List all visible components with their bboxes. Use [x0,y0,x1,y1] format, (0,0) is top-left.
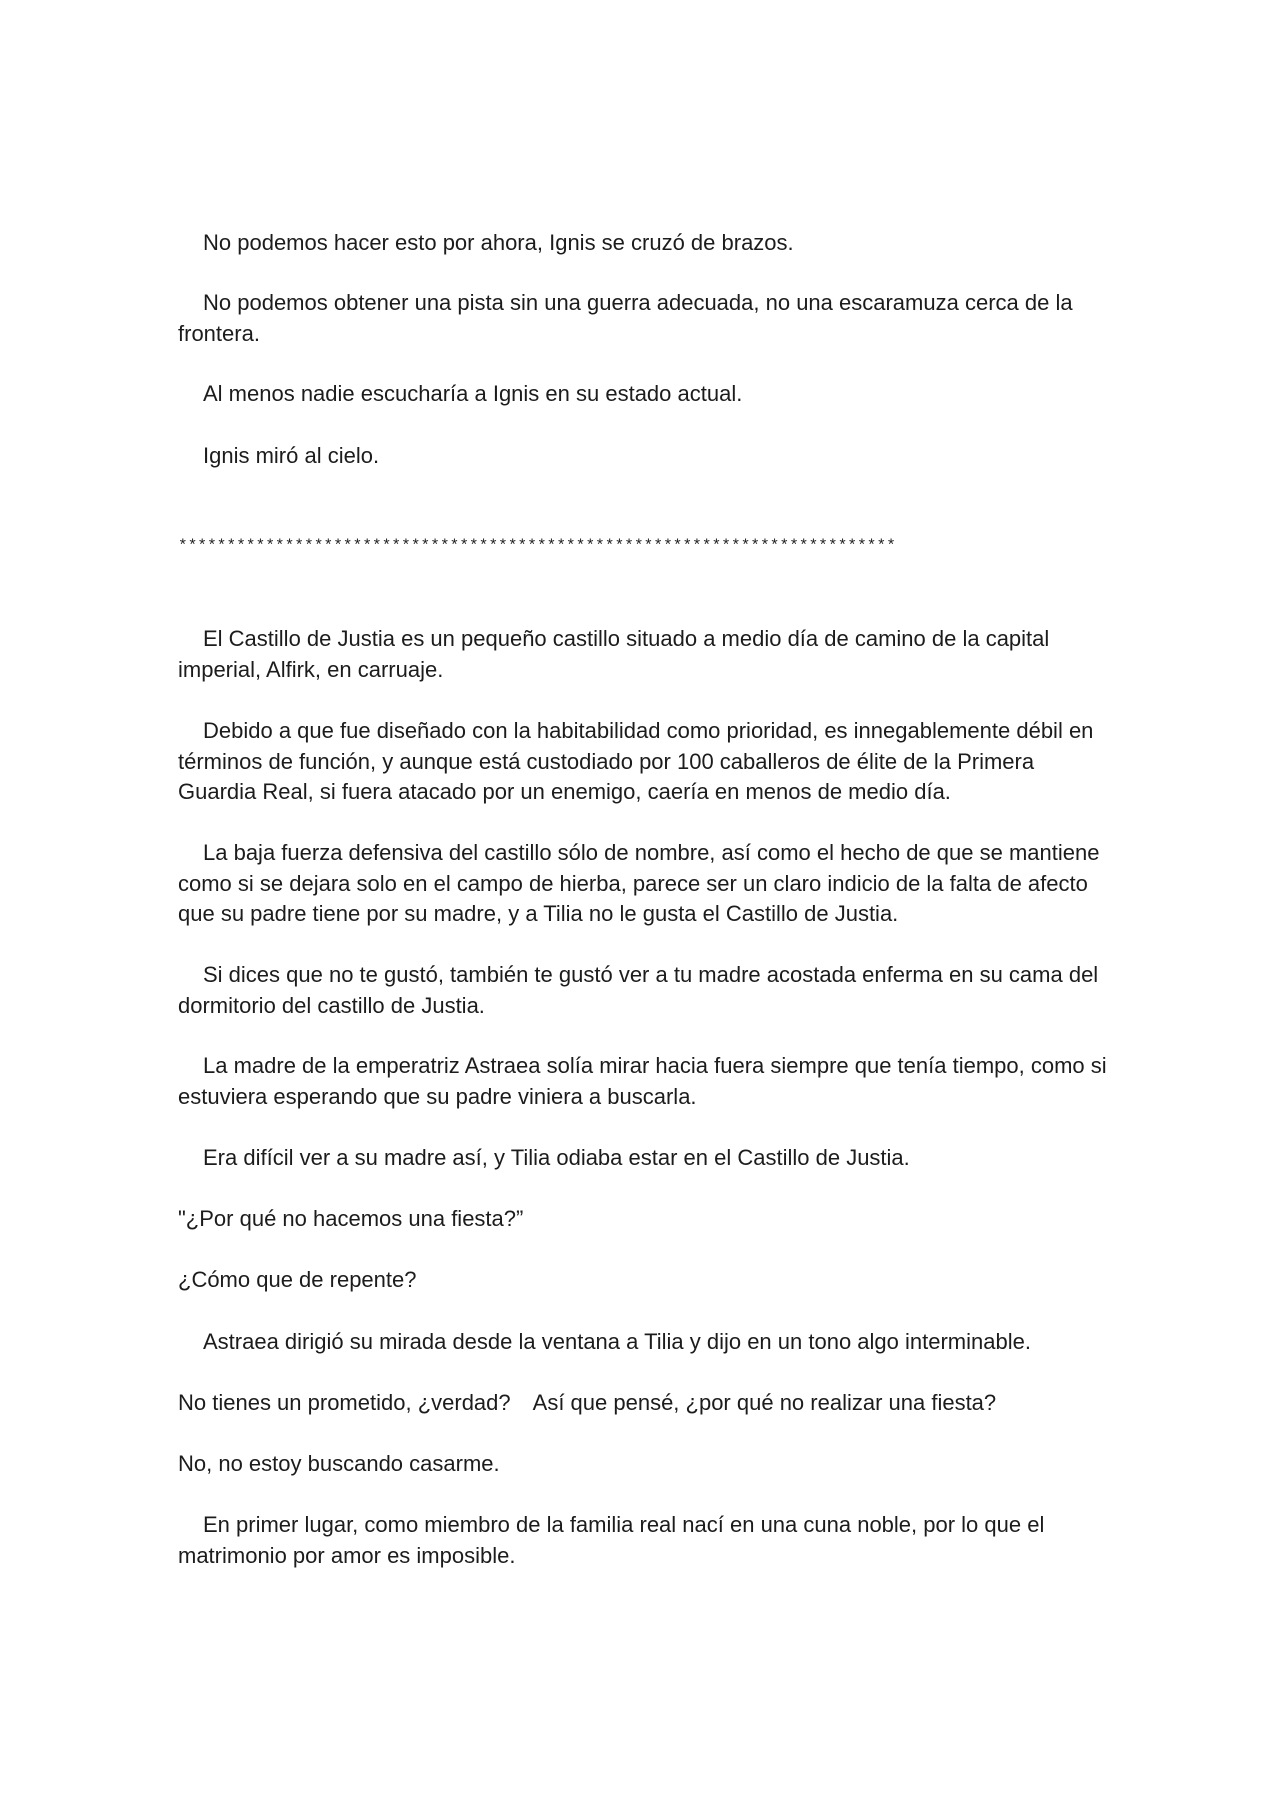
paragraph: Astraea dirigió su mirada desde la ventana a Tilia y dijo en un tono algo interminable. [203,1329,1031,1354]
paragraph: La baja fuerza defensiva del castillo sólo de nombre, así como el hecho de que se mantiene como si se dejara solo en el campo de hierba, parece ser un claro indicio de la falta de afecto que su padre tiene por su madre, y a Tilia no le gusta el Castillo de Justia. [178,840,1100,926]
paragraph: Al menos nadie escucharía a Ignis en su estado actual. [203,381,743,406]
dialogue-fragment: Así que pensé, ¿por qué no realizar una fiesta? [532,1390,997,1415]
paragraph: En primer lugar, como miembro de la familia real nací en una cuna noble, por lo que el matrimonio por amor es imposible. [178,1512,1045,1568]
paragraph: Debido a que fue diseñado con la habitabilidad como prioridad, es innegablemente débil en términos de función, y aunque está custodiado por 100 caballeros de élite de la Primera Guardia Real, si fuera atacado por un enemigo, caería en menos de medio día. [178,718,1094,804]
paragraph: El Castillo de Justia es un pequeño castillo situado a medio día de camino de la capital imperial, Alfirk, en carruaje. [178,626,1050,682]
paragraph: No podemos obtener una pista sin una guerra adecuada, no una escaramuza cerca de la frontera. [178,290,1073,346]
section-separator: ************************************************************************** [178,537,896,555]
paragraph: La madre de la emperatriz Astraea solía mirar hacia fuera siempre que tenía tiempo, como si estuviera esperando que su padre viniera a buscarla. [178,1053,1107,1109]
dialogue-line: ¿Cómo que de repente? [178,1267,417,1292]
paragraph: Era difícil ver a su madre así, y Tilia odiaba estar en el Castillo de Justia. [203,1145,910,1170]
dialogue-fragment: No tienes un prometido, ¿verdad? [178,1390,511,1415]
dialogue-line: "¿Por qué no hacemos una fiesta?” [178,1206,524,1231]
dialogue-line [178,1388,1118,1419]
dialogue-line: No, no estoy buscando casarme. [178,1451,500,1476]
paragraph: Ignis miró al cielo. [203,443,380,468]
paragraph: No podemos hacer esto por ahora, Ignis se cruzó de brazos. [203,230,794,255]
paragraph: Si dices que no te gustó, también te gustó ver a tu madre acostada enferma en su cama del dormitorio del castillo de Justia. [178,962,1099,1018]
